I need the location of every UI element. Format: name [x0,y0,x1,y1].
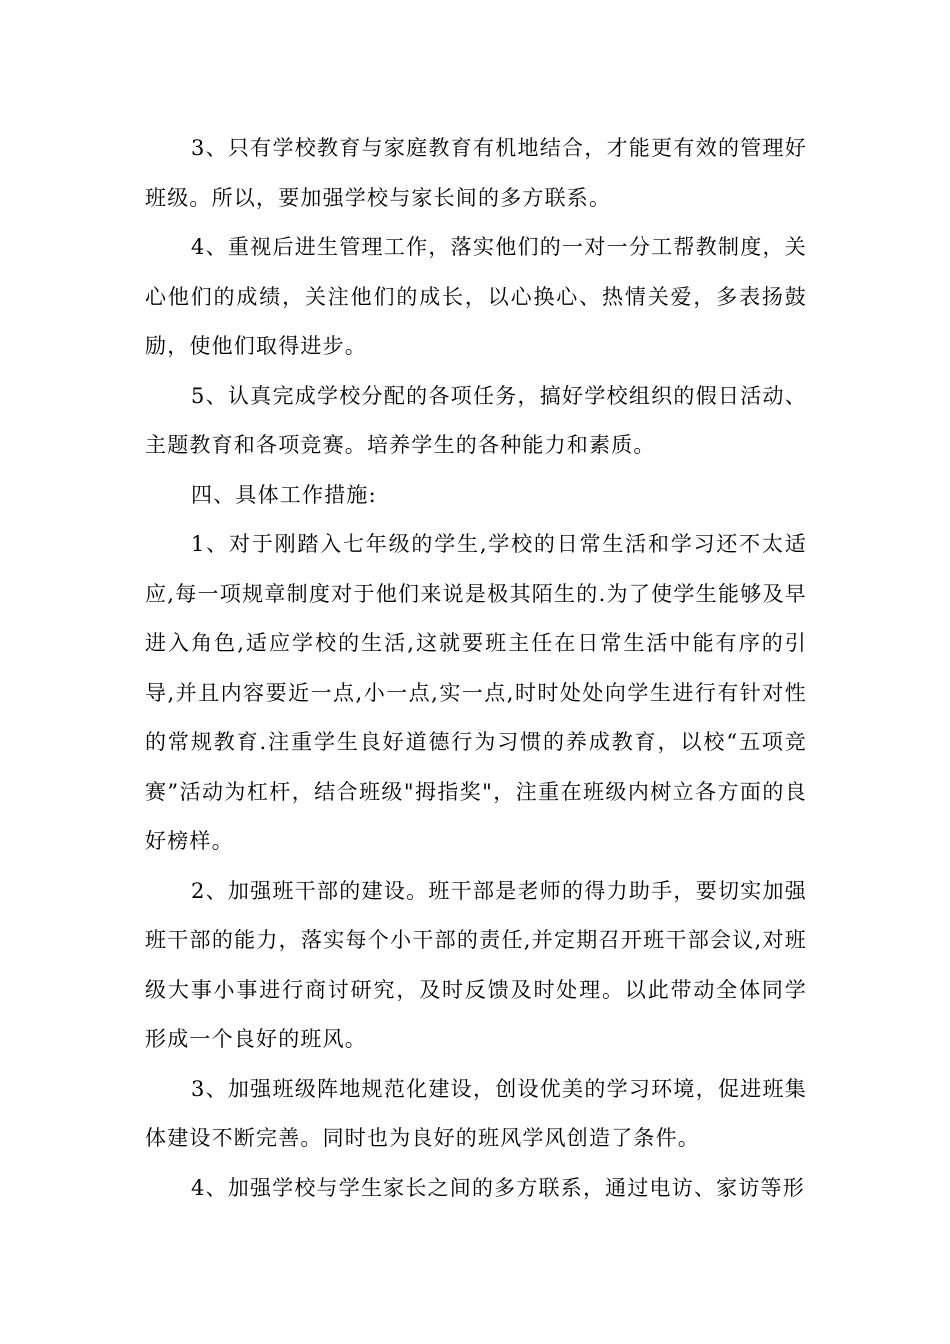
paragraph-classroom-environment: 3、加强班级阵地规范化建设，创设优美的学习环境，促进班集体建设不断完善。同时也为良好的班风学风创造了条件。 [145,1076,807,1150]
paragraph-underachiever-management: 4、重视后进生管理工作，落实他们的一对一分工帮教制度，关心他们的成绩，关注他们的成长，以心换心、热情关爱，多表扬鼓励，使他们取得进步。 [145,235,807,358]
paragraph-grade-seven-adaptation: 1、对于刚踏入七年级的学生,学校的日常生活和学习还不太适应,每一项规章制度对于他们来说是极其陌生的.为了使学生能够及早进入角色,适应学校的生活,这就要班主任在日常生活中能有序的引导,并且内容要近一点,小一点,实一点,时时处处向学生进行有针对性的常规教育.注重学生良好道德行为习惯的养成教育，以校“五项竞赛”活动为杠杆，结合班级"拇指奖"，注重在班级内树立各方面的良好榜样。 [145,532,807,853]
section-heading-specific-measures: 四、具体工作措施: [191,482,377,507]
paragraph-parent-contact: 4、加强学校与学生家长之间的多方联系，通过电访、家访等形 [191,1175,805,1200]
document-body [145,124,807,1213]
paragraph-school-family-cooperation: 3、只有学校教育与家庭教育有机地结合，才能更有效的管理好班级。所以，要加强学校与家长间的多方联系。 [145,136,807,210]
paragraph-school-tasks: 5、认真完成学校分配的各项任务，搞好学校组织的假日活动、主题教育和各项竞赛。培养学生的各种能力和素质。 [145,383,807,457]
paragraph-class-cadre-building: 2、加强班干部的建设。班干部是老师的得力助手，要切实加强班干部的能力，落实每个小干部的责任,并定期召开班干部会议,对班级大事小事进行商讨研究，及时反馈及时处理。以此带动全体同学形成一个良好的班风。 [145,878,807,1051]
